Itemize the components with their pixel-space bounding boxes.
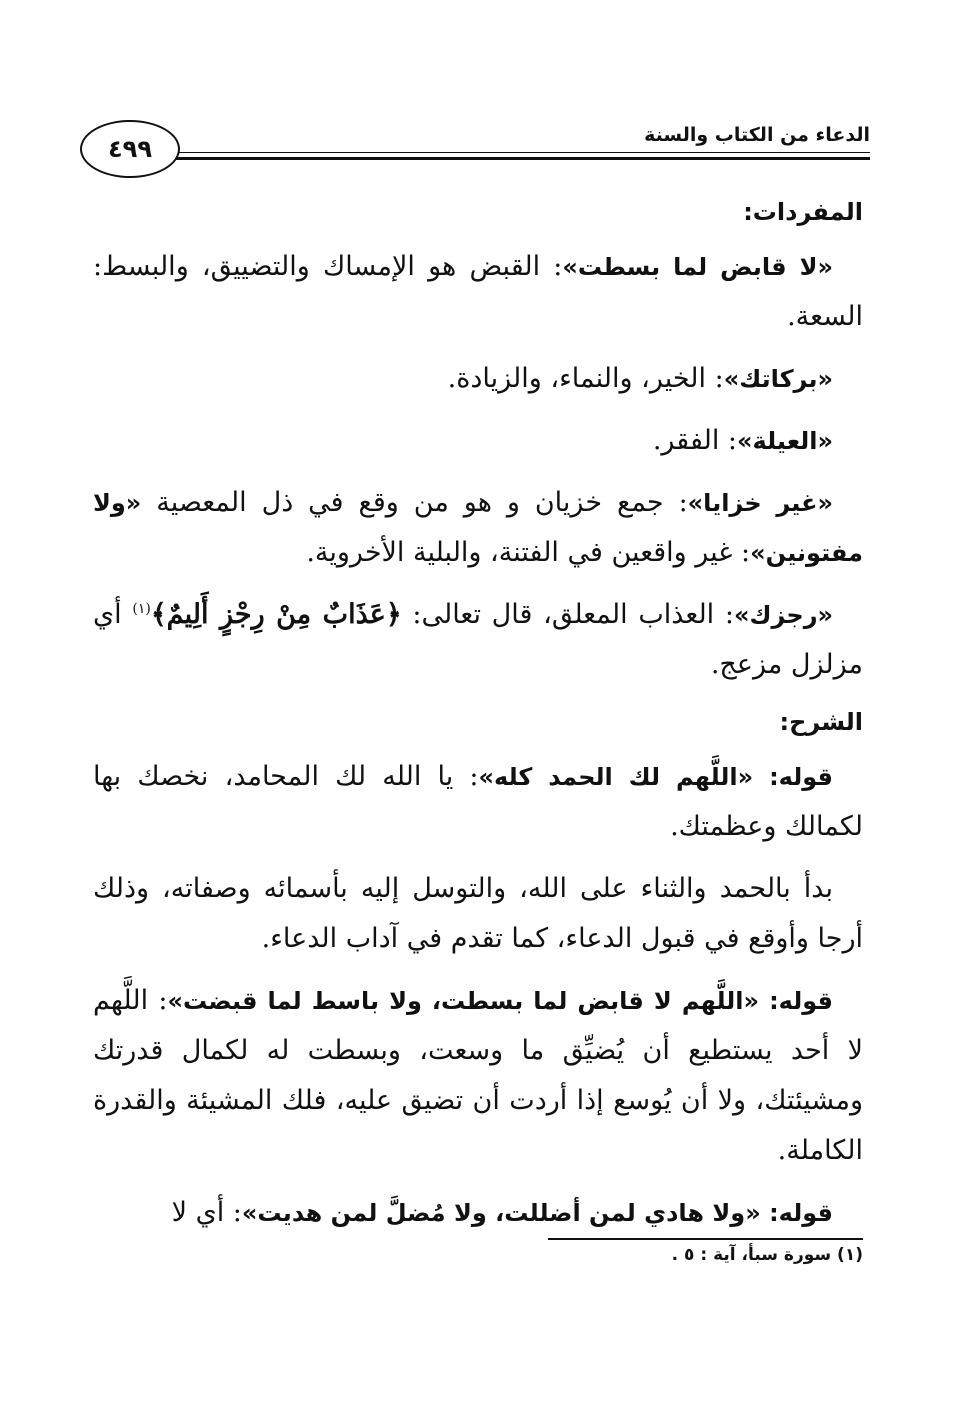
heading-vocabulary: المفردات: [743, 198, 863, 226]
vocab-entry [93, 242, 863, 342]
vocab-term: «لا قابض لما بسطت» [562, 253, 833, 281]
explanation-lead: قوله: [759, 987, 834, 1015]
explanation-paragraph [93, 1188, 863, 1238]
footnote-rule [548, 1238, 863, 1240]
vocab-definition: : العذاب المعلق، قال تعالى: [401, 599, 734, 630]
page-header [80, 112, 870, 182]
explanation-quote: «اللَّهم لك الحمد كله» [478, 763, 754, 791]
vocab-term: «العيلة» [737, 427, 833, 455]
page-body [93, 192, 863, 1250]
vocab-definition-secondary: : غير واقعين في الفتنة، والبلية الأخروية. [306, 537, 751, 568]
explanation-text: : يا الله لك المحامد، نخصك بها لكمالك وعظمتك. [93, 761, 863, 842]
explanation-paragraph [93, 752, 863, 852]
vocab-definition-secondary: أي مزلزل مزعج. [93, 599, 863, 680]
vocab-entry [93, 478, 863, 578]
vocab-entry [93, 416, 863, 466]
vocab-entry [93, 590, 863, 690]
heading-explanation: الشرح: [779, 708, 863, 736]
explanation-text: : اللَّهم لا أحد يستطيع أن يُضيِّق ما وسعت، وبسطت له لكمال قدرتك ومشيئتك، ولا أن يُوسع إذا أردت أن تضيق عليه، فلك المشيئة والقدرة الكاملة. [93, 985, 863, 1166]
page-number: ٤٩٩ [80, 120, 180, 178]
vocab-definition: : جمع خزيان و هو من وقع في ذل المعصية [141, 487, 688, 518]
footnote-marker: (١) [132, 601, 151, 617]
header-rule-thick [175, 157, 870, 160]
explanation-lead: قوله: [753, 763, 834, 791]
vocab-definition: : القبض هو الإمساك والتضييق، والبسط: السعة. [93, 251, 863, 332]
explanation-lead: قوله: [760, 1199, 833, 1227]
quran-quote: ﴿عَذَابٌ مِنْ رِجْزٍ أَلِيمٌ﴾ [150, 599, 402, 630]
vocab-definition: : الفقر. [652, 425, 738, 456]
vocab-entry [93, 354, 863, 404]
vocab-definition: : الخير، والنماء، والزيادة. [447, 363, 724, 394]
explanation-paragraph [93, 976, 863, 1176]
vocab-term: «بركاتك» [723, 365, 833, 393]
explanation-text: بدأ بالحمد والثناء على الله، والتوسل إليه بأسمائه وصفاته، وذلك أرجا وأوقع في قبول الدعاء، كما تقدم في آداب الدعاء. [93, 873, 863, 954]
explanation-text: : أي لا [171, 1197, 242, 1228]
vocab-term-secondary: «ولا مفتونين» [93, 489, 863, 567]
header-rule-thin [175, 152, 870, 153]
running-title: الدعاء من الكتاب والسنة [644, 124, 870, 146]
explanation-quote: «ولا هادي لمن أضللت، ولا مُضلَّ لمن هديت» [241, 1199, 761, 1227]
footnote: (١) سورة سبأ، آية : ٥ . [671, 1245, 863, 1265]
vocab-term: «رجزك» [733, 601, 834, 629]
explanation-paragraph [93, 864, 863, 964]
explanation-quote: «اللَّهم لا قابض لما بسطت، ولا باسط لما قبضت» [167, 987, 760, 1015]
vocab-term: «غير خزايا» [687, 489, 833, 517]
